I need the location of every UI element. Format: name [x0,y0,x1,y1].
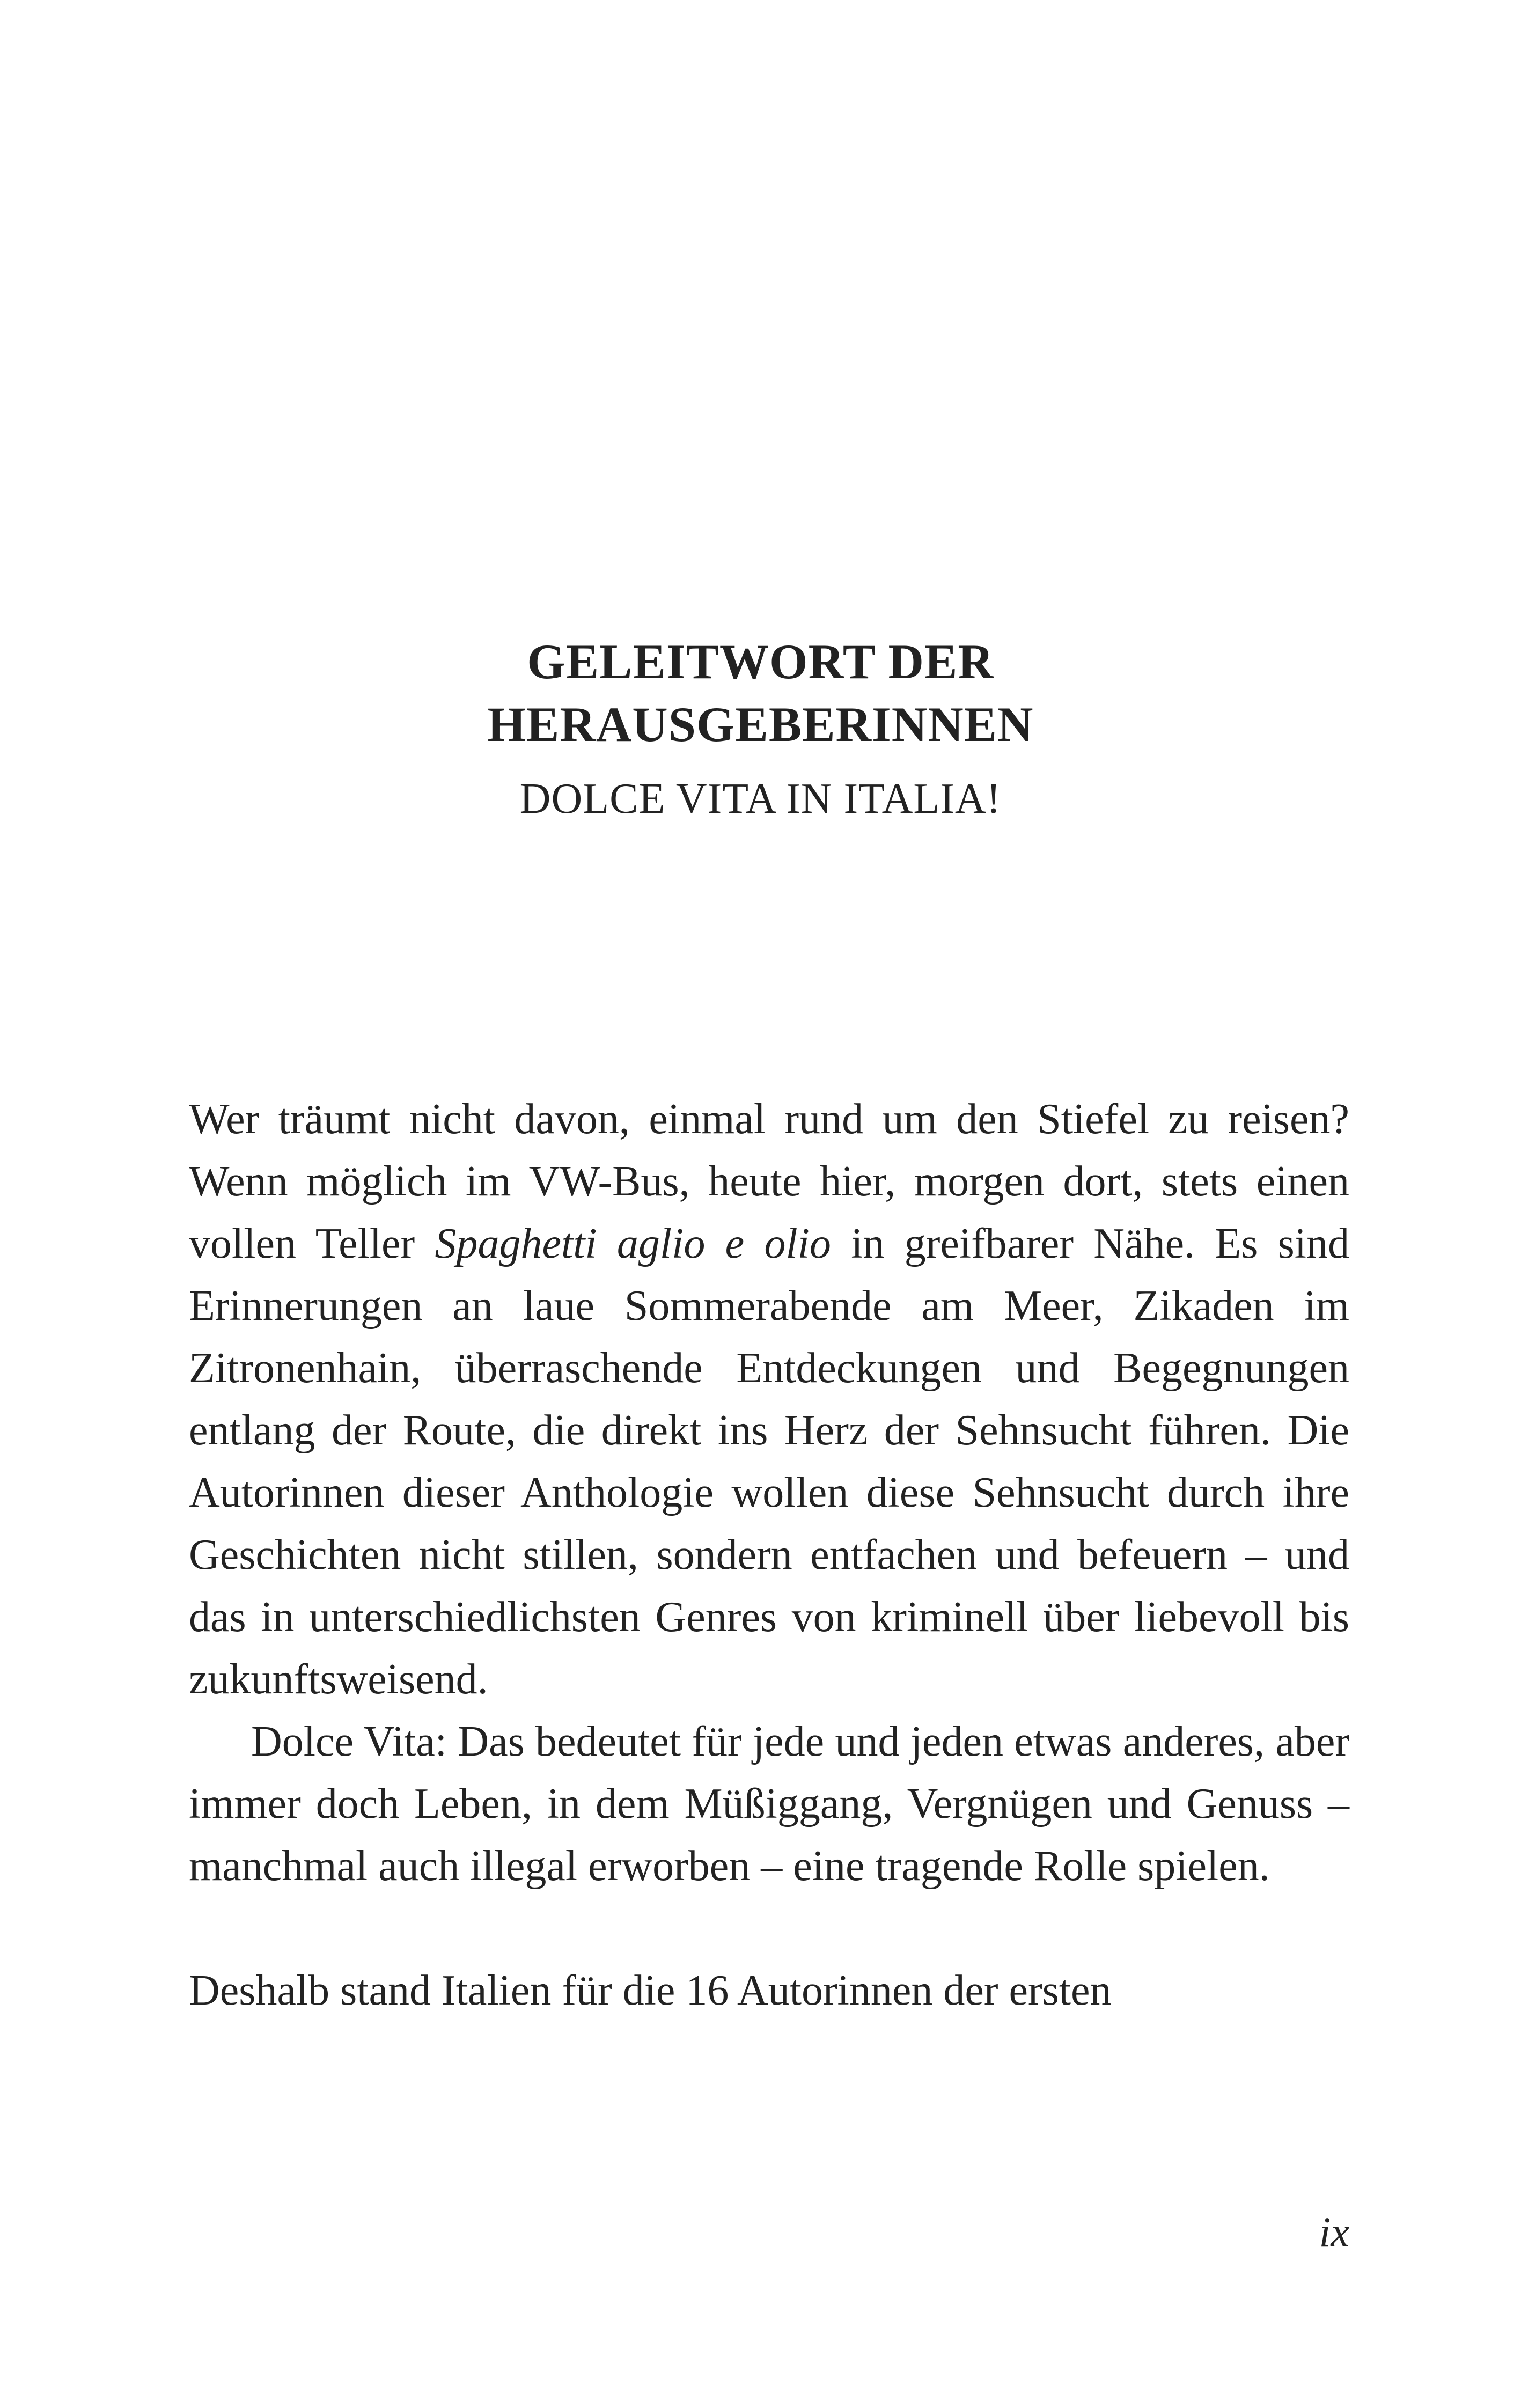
paragraph-1-start: Wer träumt nicht davon, einmal rund um den Stiefel zu reisen? Wenn möglich im VW-Bus, heute hier, morgen dort, stets einen vollen Teller [189,1096,1349,1267]
paragraph-1-end: in greifbarer Nähe. Es sind Erinnerungen an laue Sommerabende am Meer, Zikaden im Zitronenhain, überraschende Entdeckungen und Begegnungen entlang der Route, die direkt ins Herz der Sehnsucht führen. Die Autorinnen dieser Anthologie wollen diese Sehnsucht durch ihre Geschichten nicht stillen, sondern entfachen und befeuern – und das in unterschiedlichsten Genres von kriminell über liebevoll bis zukunftsweisend. [189,1220,1350,1703]
paragraph-1 [189,1088,1349,1710]
paragraph-1-italic-dish: Spaghetti aglio e olio [435,1220,831,1267]
paragraph-2: Dolce Vita: Das bedeutet für jede und jeden etwas anderes, aber immer doch Leben, in dem Müßiggang, Vergnügen und Genuss – manchmal auch illegal erworben – eine tragende Rolle spielen. [189,1718,1349,1890]
paragraph-3: Deshalb stand Italien für die 16 Autorinnen der ersten [189,1967,1112,2014]
body-text [189,1088,1349,2022]
chapter-subtitle: DOLCE VITA IN ITALIA! [519,775,1002,823]
chapter-title-line-1: GELEITWORT DER [527,634,994,689]
page-number: ix [1319,2208,1349,2255]
chapter-heading [0,630,1521,826]
chapter-title [0,630,1521,756]
chapter-title-line-2: HERAUSGEBERINNEN [487,697,1034,752]
